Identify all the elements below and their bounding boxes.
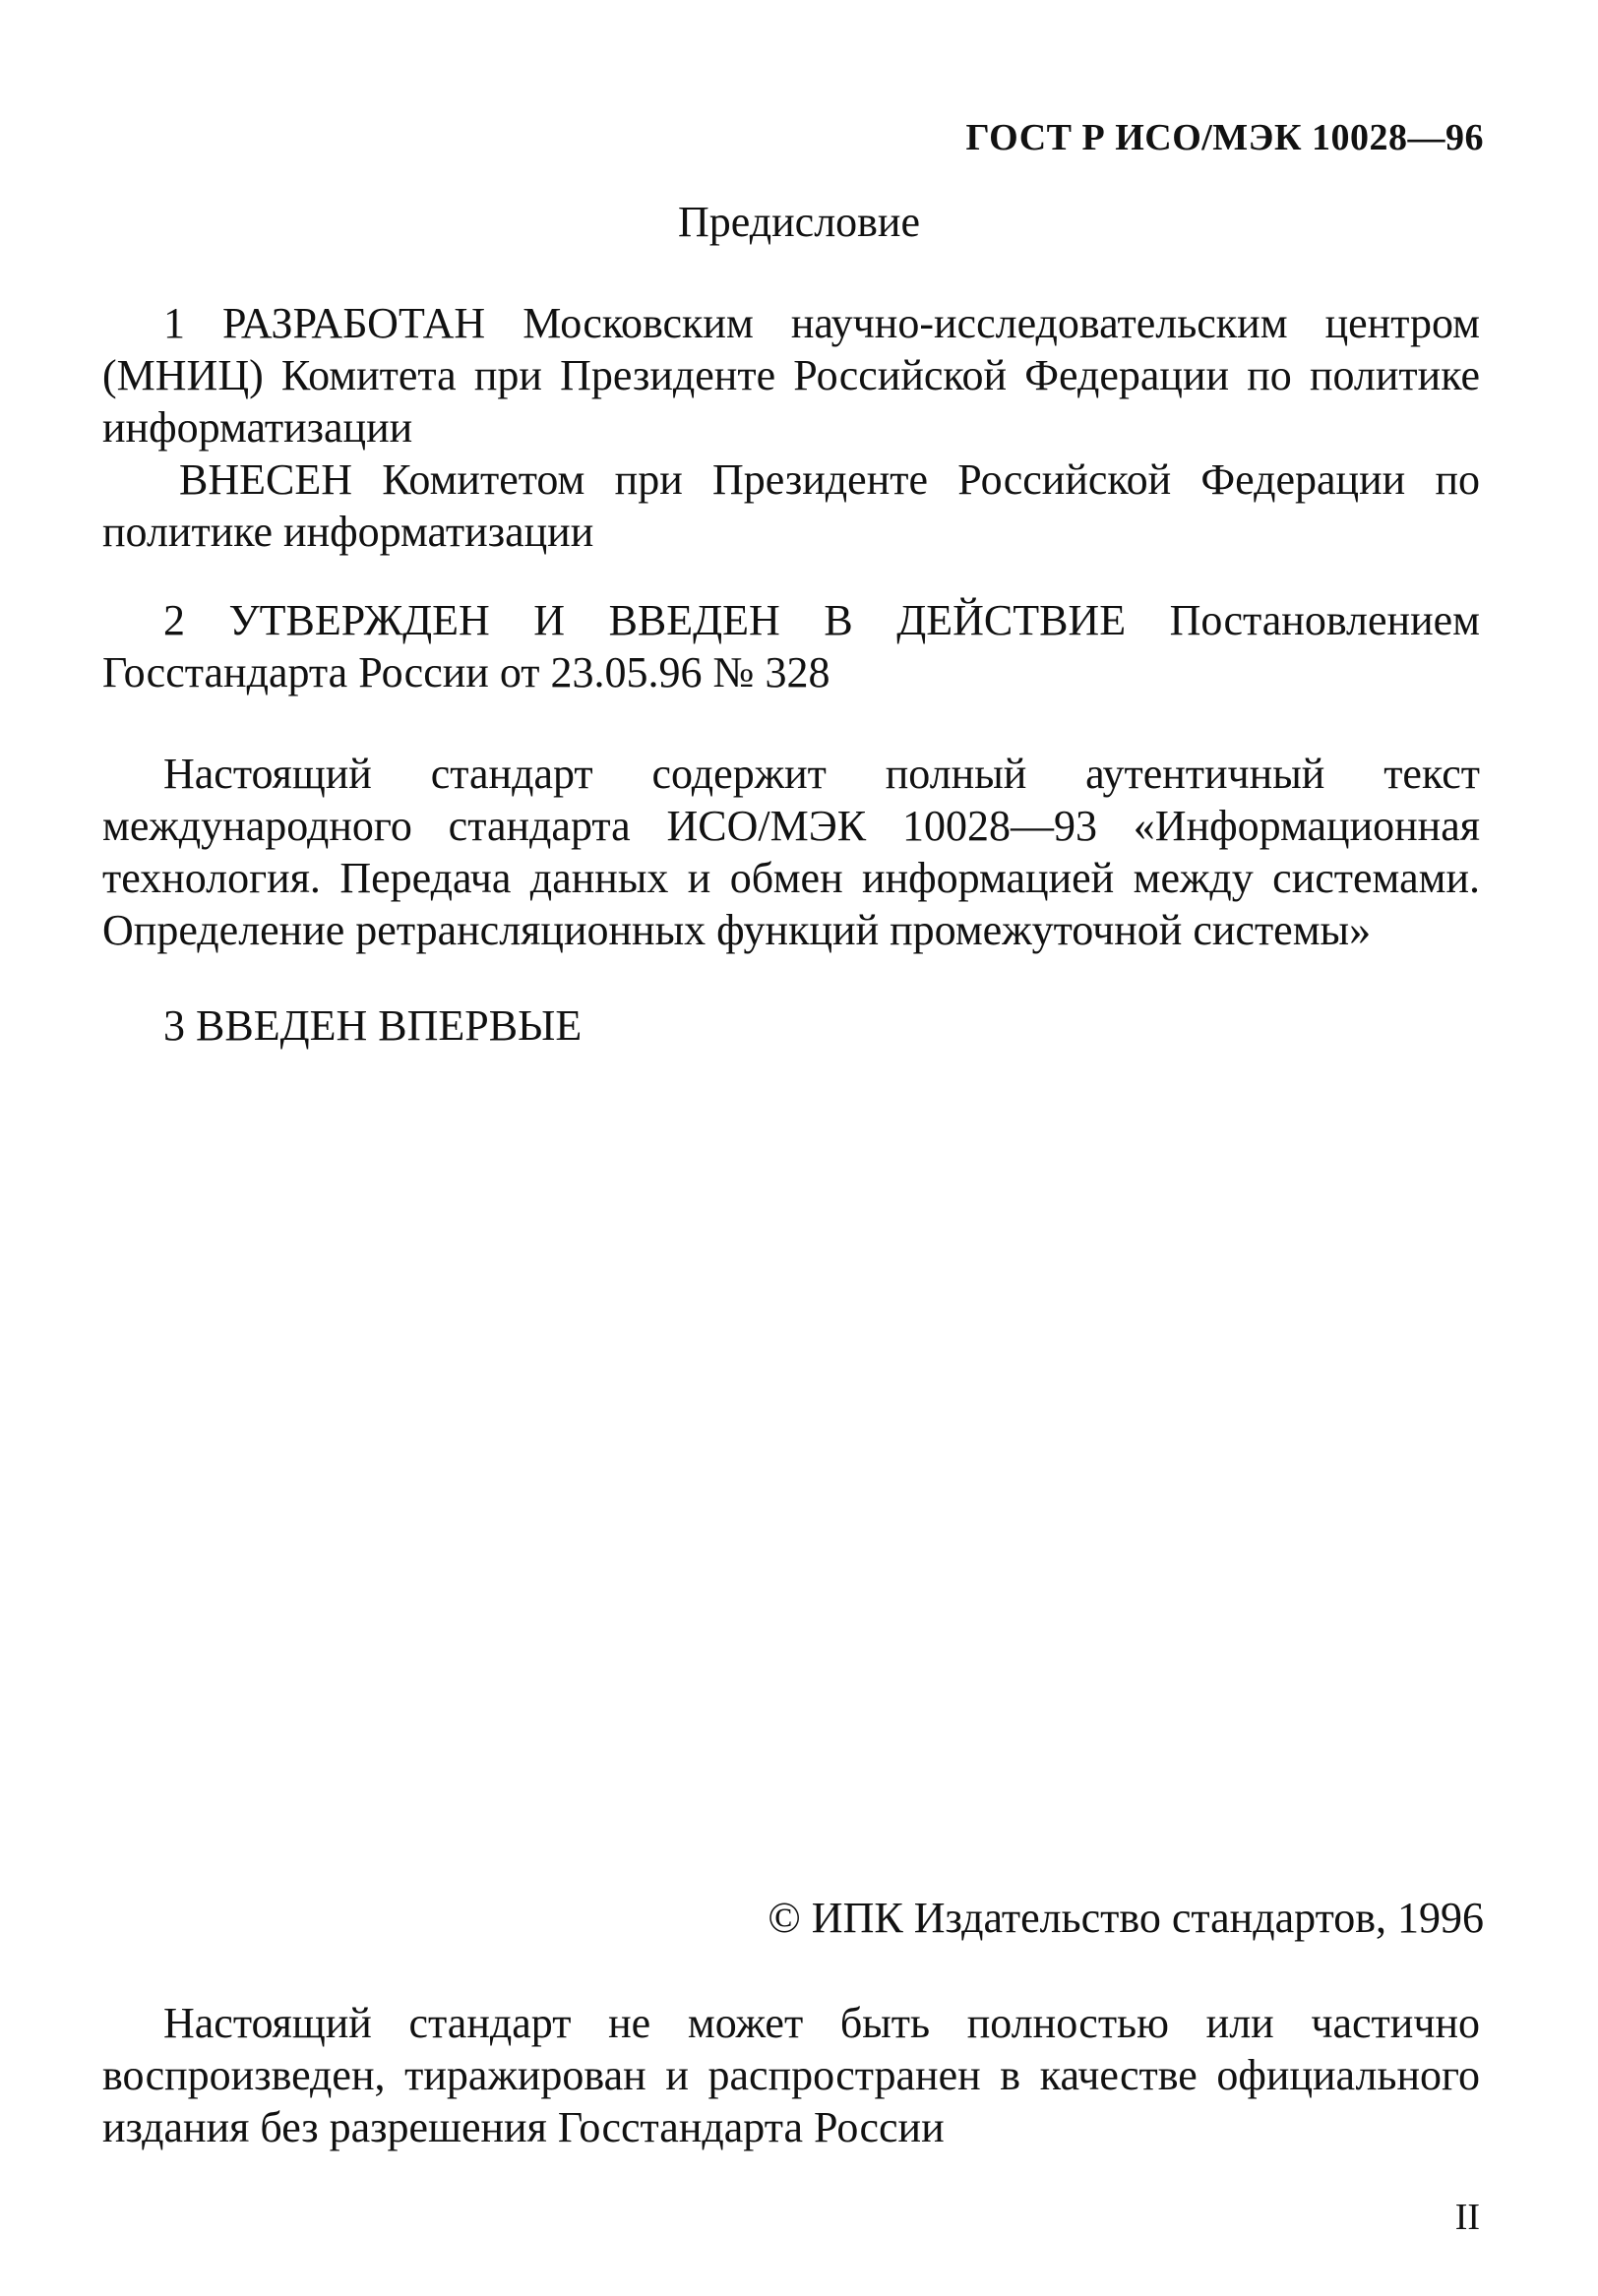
section-1-introduced: ВНЕСЕН Комитетом при Президенте Российской Федерации по политике информатизации	[102, 455, 1480, 556]
reproduction-notice-text: Настоящий стандарт не может быть полностью или частично воспроизведен, тиражирован и распространен в качестве официального издания без разрешения Госстандарта России	[102, 1999, 1480, 2151]
section-3-first-introduced: 3 ВВЕДЕН ВПЕРВЫЕ	[163, 1001, 583, 1050]
copyright-line: © ИПК Издательство стандартов, 1996	[768, 1894, 1484, 1942]
document-code-header: ГОСТ Р ИСО/МЭК 10028—96	[965, 117, 1484, 158]
page-title: Предисловие	[678, 198, 920, 246]
section-2	[102, 594, 1480, 698]
section-1	[102, 297, 1480, 558]
standard-content-paragraph: Настоящий стандарт содержит полный аутентичный текст международного стандарта ИСО/МЭК 10028—93 «Информационная технология. Передача данных и обмен информацией между системами. Определение ретрансляционных функций промежуточной системы»	[102, 750, 1480, 954]
section-2-approved: 2 УТВЕРЖДЕН И ВВЕДЕН В ДЕЙСТВИЕ Постановлением Госстандарта России от 23.05.96 № 328	[102, 596, 1480, 696]
page-number: II	[1454, 2197, 1480, 2238]
reproduction-notice	[102, 1997, 1480, 2153]
section-2-content	[102, 748, 1480, 956]
section-3	[102, 999, 1480, 1052]
section-1-developed: 1 РАЗРАБОТАН Московским научно-исследовательским центром (МНИЦ) Комитета при Президенте Российской Федерации по политике информатизации	[102, 299, 1480, 452]
